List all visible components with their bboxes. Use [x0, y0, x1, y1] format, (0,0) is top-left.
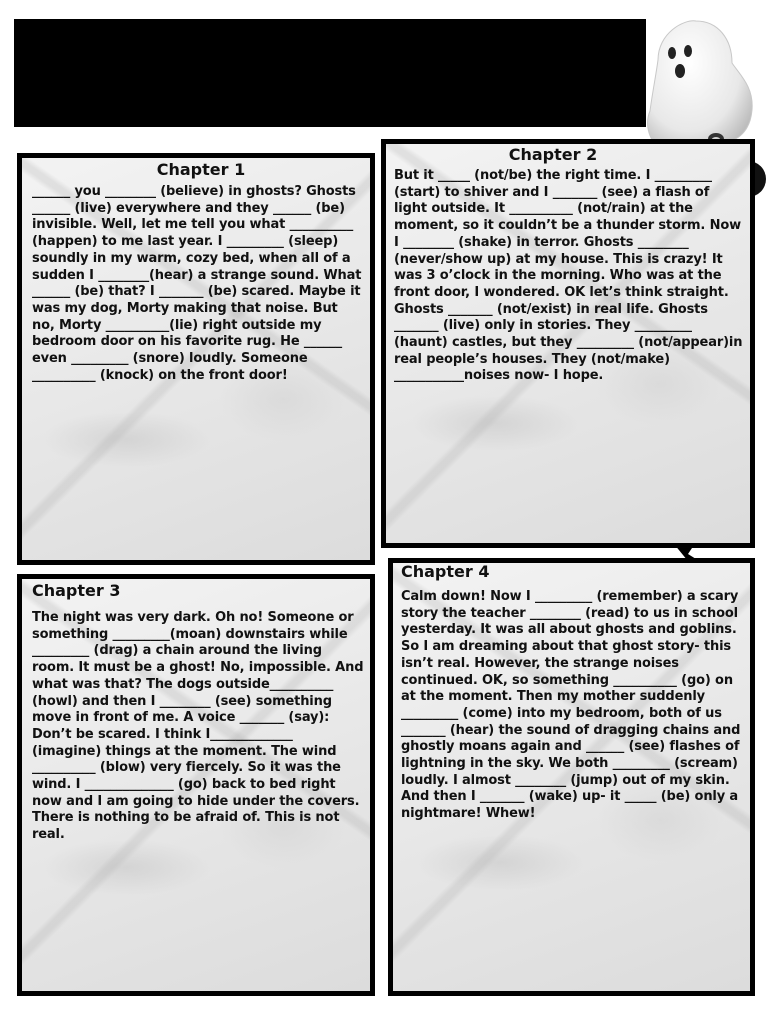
title-banner: [14, 19, 646, 127]
chapter-4-panel: [388, 558, 755, 996]
chapter-4-text: Calm down! Now I _________ (remember) a scary story the teacher ________ (read) to us in school yesterday. It was all about ghosts and goblins. So I am dreaming about that ghost story- this isn’t real. However, the strange noises continued. OK, so something __________ (go) on at the moment. Then my mother suddenly _________ (come) into my bedroom, both of us _______ (hear) the sound of dragging chains and ghostly moans again and ______ (see) flashes of lightning in the sky. We both _________ (scream) loudly. I almost ________ (jump) out of my skin. And then I _______ (wake) up- it _____ (be) only a nightmare! Whew!: [401, 589, 741, 822]
chapter-4-title: Chapter 4: [401, 562, 490, 581]
chapter-2-panel: [381, 139, 755, 548]
chapter-3-panel: [17, 574, 375, 996]
chapter-2-title: Chapter 2: [508, 145, 598, 164]
chapter-3-title: Chapter 3: [32, 581, 121, 600]
chapter-1-text: ______ you ________ (believe) in ghosts? Ghosts ______ (live) everywhere and they ______ (be) invisible. Well, let me tell you what __________ (happen) to me last year. I _________ (sleep) soundly in my warm, cozy bed, when all of a sudden I ________(hear) a strange sound. What ______ (be) that? I _______ (be) scared. Maybe it was my dog, Morty making that noise. But no, Morty __________(lie) right outside my bedroom door on his favorite rug. He ______ even _________ (snore) loudly. Someone __________ (knock) on the front door!: [32, 184, 362, 383]
chapter-3-text: The night was very dark. Oh no! Someone or something _________(moan) downstairs while _________ (drag) a chain around the living room. It must be a ghost! No, impossible. And what was that? The dogs outside__________ (howl) and then I ________ (see) something move in front of me. A voice _______ (say): Don’t be scared. I think I_____________ (imagine) things at the moment. The wind __________ (blow) very fiercely. So it was the wind. I ______________ (go) back to bed right now and I am going to hide under the covers. There is nothing to be afraid of. This is not real.: [32, 610, 364, 843]
chapter-2-text: But it _____ (not/be) the right time. I _________ (start) to shiver and I _______ (see) a flash of light outside. It __________ (not/rain) at the moment, so it couldn’t be a thunder storm. Now I ________ (shake) in terror. Ghosts ________ (never/show up) at my house. This is crazy! It was 3 o’clock in the morning. Who was at the front door, I wondered. OK let’s think straight. Ghosts _______ (not/exist) in real life. Ghosts _______ (live) only in stories. They _________ (haunt) castles, but they _________ (not/appear)in real people’s houses. They (not/make) ___________noises now- I hope.: [394, 168, 743, 384]
chapter-1-title: Chapter 1: [156, 160, 246, 179]
chapter-1-panel: [17, 153, 375, 565]
